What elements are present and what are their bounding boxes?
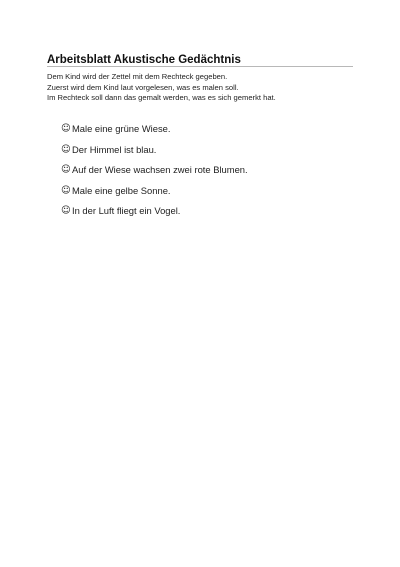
task-text: In der Luft fliegt ein Vogel. [72, 205, 181, 216]
task-text: Auf der Wiese wachsen zwei rote Blumen. [72, 164, 248, 175]
worksheet-title: Arbeitsblatt Akustische Gedächtnis [47, 54, 241, 66]
task-text: Male eine grüne Wiese. [72, 123, 171, 134]
instruction-line: Im Rechteck soll dann das gemalt werden, was es sich gemerkt hat. [47, 93, 276, 102]
smiley-icon: ☺ [61, 123, 71, 134]
task-text: Male eine gelbe Sonne. [72, 184, 171, 196]
task-text: Der Himmel ist blau. [72, 143, 157, 155]
instruction-line: Dem Kind wird der Zettel mit dem Rechteck gegeben. [47, 72, 228, 81]
drawing-tasks-list [61, 123, 248, 226]
smiley-icon: ☺ [61, 205, 71, 216]
smiley-icon: ☺ [61, 164, 71, 175]
smiley-icon: ☺ [61, 143, 71, 155]
list-item [61, 123, 248, 135]
instruction-line: Zuerst wird dem Kind laut vorgelesen, was es malen soll. [47, 82, 239, 92]
smiley-icon: ☺ [61, 184, 71, 196]
instructions-text [47, 72, 276, 104]
list-item [61, 205, 248, 217]
list-item [61, 185, 248, 197]
title-divider [47, 66, 353, 67]
list-item [61, 144, 248, 156]
list-item [61, 164, 248, 176]
